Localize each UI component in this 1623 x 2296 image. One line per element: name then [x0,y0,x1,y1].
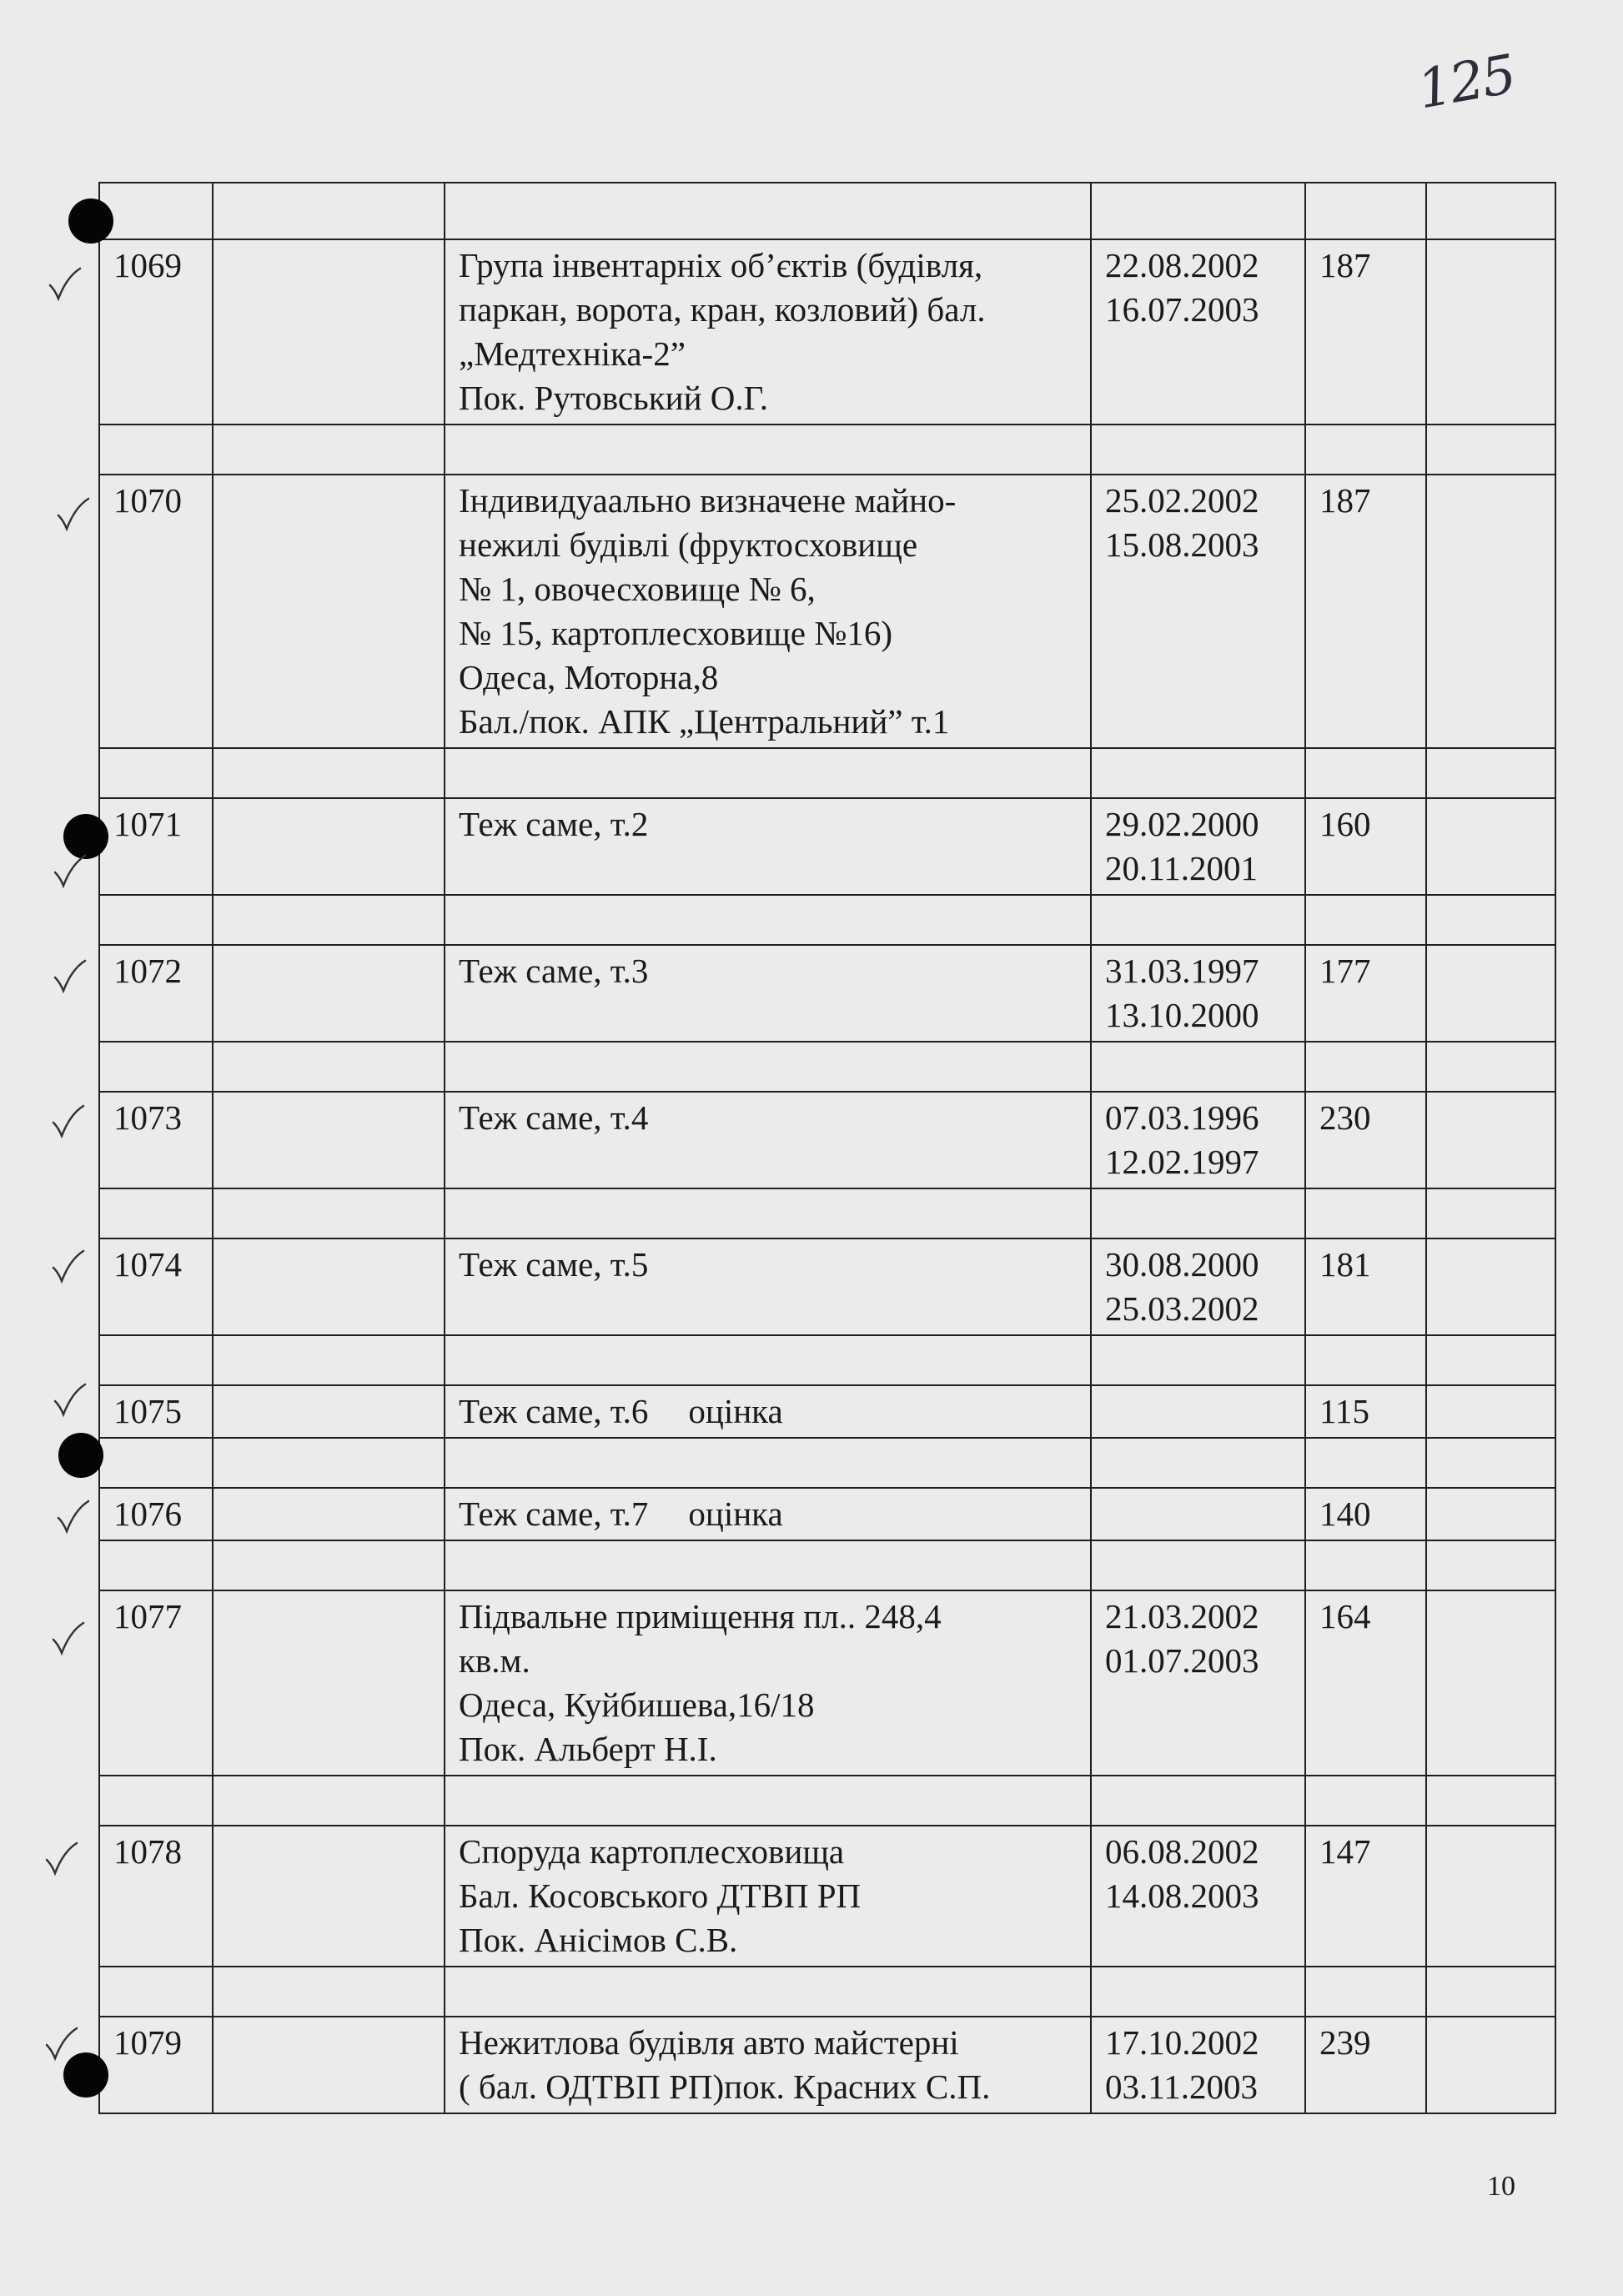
empty-cell [213,945,445,1042]
empty-cell [1426,475,1555,748]
empty-cell [213,239,445,425]
item-dates: 07.03.1996 12.02.1997 [1091,1092,1305,1188]
check-mark-icon [55,1498,92,1535]
item-sheet-count: 115 [1305,1385,1426,1438]
item-sheet-count: 140 [1305,1488,1426,1540]
item-dates [1091,1385,1305,1438]
page-number: 10 [1487,2171,1515,2202]
empty-cell [1426,1590,1555,1776]
item-number: 1076 [99,1488,213,1540]
empty-cell [1426,1385,1555,1438]
assessment-note: оцінка [688,1392,783,1430]
item-title: Теж саме, т.4 [445,1092,1091,1188]
spacer-row [99,1335,1555,1385]
check-mark-icon [52,1381,88,1418]
table-row [99,2017,1555,2113]
item-dates: 17.10.2002 03.11.2003 [1091,2017,1305,2113]
item-dates: 21.03.2002 01.07.2003 [1091,1590,1305,1776]
item-dates: 06.08.2002 14.08.2003 [1091,1826,1305,1967]
table-row [99,945,1555,1042]
punch-hole-mark [58,1433,103,1478]
empty-cell [1426,1092,1555,1188]
table-row [99,1092,1555,1188]
check-mark-icon [43,1840,80,1876]
item-title: Теж саме, т.3 [445,945,1091,1042]
item-number: 1073 [99,1092,213,1188]
item-dates: 29.02.2000 20.11.2001 [1091,798,1305,895]
empty-cell [213,1385,445,1438]
registry-table [98,182,1555,2114]
item-title: Споруда картоплесховища Бал. Косовського ДТВП РП Пок. Анісімов С.В. [445,1826,1091,1967]
item-number: 1074 [99,1238,213,1335]
empty-cell [213,1488,445,1540]
check-mark-icon [50,1248,87,1284]
check-mark-icon [52,957,88,994]
item-title: Теж саме, т.5 [445,1238,1091,1335]
empty-cell [213,1238,445,1335]
check-mark-icon [50,1620,87,1656]
empty-cell [1426,2017,1555,2113]
spacer-row [99,1540,1555,1590]
table-row [99,239,1555,425]
spacer-row [99,1042,1555,1092]
check-mark-icon [52,852,88,889]
item-number: 1072 [99,945,213,1042]
check-mark-icon [50,1103,87,1139]
item-sheet-count: 164 [1305,1590,1426,1776]
item-sheet-count: 230 [1305,1092,1426,1188]
table-row [99,1488,1555,1540]
header-cell [213,183,445,239]
item-sheet-count: 147 [1305,1826,1426,1967]
item-number: 1075 [99,1385,213,1438]
empty-cell [213,1826,445,1967]
item-number: 1079 [99,2017,213,2113]
item-number: 1071 [99,798,213,895]
empty-cell [1426,798,1555,895]
empty-cell [1426,1238,1555,1335]
spacer-row [99,1776,1555,1826]
handwritten-page-number: 125 [1413,43,1520,122]
table-row [99,1385,1555,1438]
table-header-row [99,183,1555,239]
empty-cell [213,1590,445,1776]
item-sheet-count: 160 [1305,798,1426,895]
assessment-note: оцінка [688,1495,783,1533]
check-mark-icon [43,2025,80,2062]
item-sheet-count: 239 [1305,2017,1426,2113]
empty-cell [1426,1488,1555,1540]
item-number: 1078 [99,1826,213,1967]
item-title: Теж саме, т.7 оцінка [445,1488,1091,1540]
header-cell [1305,183,1426,239]
table-row [99,798,1555,895]
check-mark-icon [47,265,83,302]
empty-cell [1426,945,1555,1042]
item-sheet-count: 187 [1305,475,1426,748]
header-cell [445,183,1091,239]
punch-hole-mark [68,198,113,244]
item-dates: 31.03.1997 13.10.2000 [1091,945,1305,1042]
spacer-row [99,425,1555,475]
check-mark-icon [55,495,92,532]
spacer-row [99,1188,1555,1238]
header-cell [99,183,213,239]
header-cell [1091,183,1305,239]
table-row [99,1238,1555,1335]
item-title: Група інвентарніх об’єктів (будівля, паркан, ворота, кран, козловий) бал. „Медтехніка-2” Пок. Рутовський О.Г. [445,239,1091,425]
table-row [99,475,1555,748]
item-sheet-count: 177 [1305,945,1426,1042]
spacer-row [99,895,1555,945]
empty-cell [1426,1826,1555,1967]
item-number: 1077 [99,1590,213,1776]
header-cell [1426,183,1555,239]
item-title: Теж саме, т.2 [445,798,1091,895]
item-number: 1070 [99,475,213,748]
item-title: Індивидуаально визначене майно- нежилі будівлі (фруктосховище № 1, овочесховище № 6, № 15, картоплесховище №16) Одеса, Моторна,8 Бал./пок. АПК „Центральний” т.1 [445,475,1091,748]
registry-body [99,183,1555,2113]
spacer-row [99,1967,1555,2017]
item-sheet-count: 187 [1305,239,1426,425]
table-row [99,1826,1555,1967]
item-dates: 22.08.2002 16.07.2003 [1091,239,1305,425]
item-dates [1091,1488,1305,1540]
item-number: 1069 [99,239,213,425]
item-title: Теж саме, т.6 оцінка [445,1385,1091,1438]
item-dates: 25.02.2002 15.08.2003 [1091,475,1305,748]
empty-cell [213,1092,445,1188]
item-sheet-count: 181 [1305,1238,1426,1335]
item-title: Підвальне приміщення пл.. 248,4 кв.м. Одеса, Куйбишева,16/18 Пок. Альберт Н.І. [445,1590,1091,1776]
spacer-row [99,1438,1555,1488]
item-title: Нежитлова будівля авто майстерні ( бал. ОДТВП РП)пок. Красних С.П. [445,2017,1091,2113]
empty-cell [213,2017,445,2113]
item-dates: 30.08.2000 25.03.2002 [1091,1238,1305,1335]
spacer-row [99,748,1555,798]
empty-cell [213,475,445,748]
empty-cell [213,798,445,895]
empty-cell [1426,239,1555,425]
table-row [99,1590,1555,1776]
